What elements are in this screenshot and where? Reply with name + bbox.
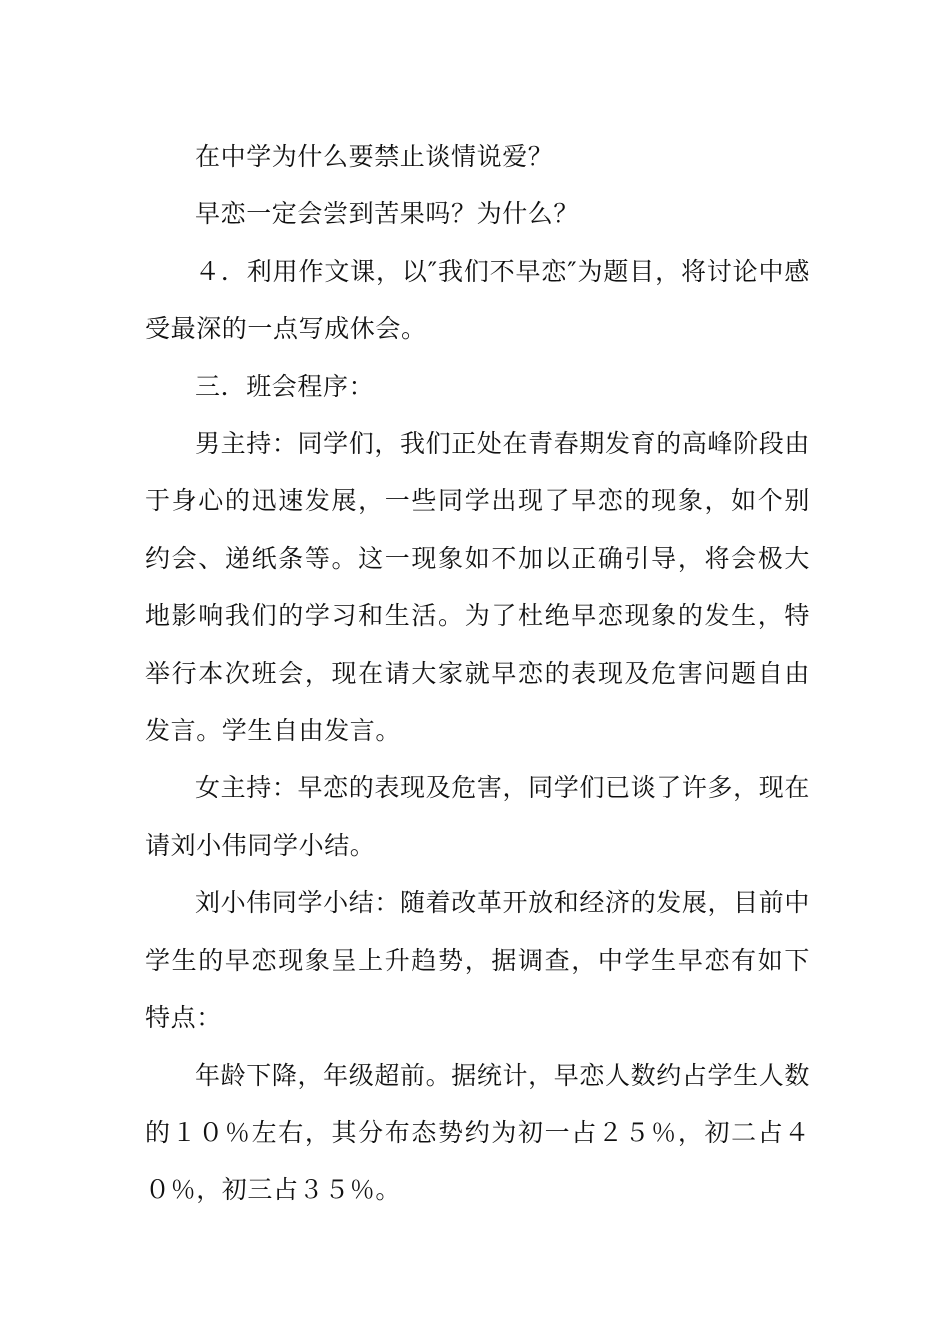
document-body bbox=[145, 128, 810, 1219]
paragraph-age-statistics: 年龄下降，年级超前。据统计，早恋人数约占学生人数的１０％左右，其分布态势约为初一占２５％，初二占４０％，初三占３５％。 bbox=[145, 1060, 810, 1205]
paragraph-female-host: 女主持：早恋的表现及危害，同学们已谈了许多，现在请刘小伟同学小结。 bbox=[145, 773, 810, 860]
paragraph-question-2: 早恋一定会尝到苦果吗？为什么？ bbox=[195, 199, 580, 229]
paragraph-item-4: ４．利用作文课，以″我们不早恋″为题目，将讨论中感受最深的一点写成休会。 bbox=[145, 256, 810, 344]
paragraph-section-3-heading: 三．班会程序： bbox=[195, 371, 375, 401]
paragraph-male-host: 男主持：同学们，我们正处在青春期发育的高峰阶段由于身心的迅速发展，一些同学出现了早恋的现象，如个别约会、递纸条等。这一现象如不加以正确引导，将会极大地影响我们的学习和生活。为了杜绝早恋现象的发生，特举行本次班会，现在请大家就早恋的表现及危害问题自由发言。学生自由发言。 bbox=[145, 429, 810, 746]
paragraph-question-1: 在中学为什么要禁止谈情说爱？ bbox=[195, 142, 554, 171]
paragraph-summary-intro: 刘小伟同学小结：随着改革开放和经济的发展，目前中学生的早恋现象呈上升趋势，据调查，中学生早恋有如下特点： bbox=[145, 888, 810, 1033]
